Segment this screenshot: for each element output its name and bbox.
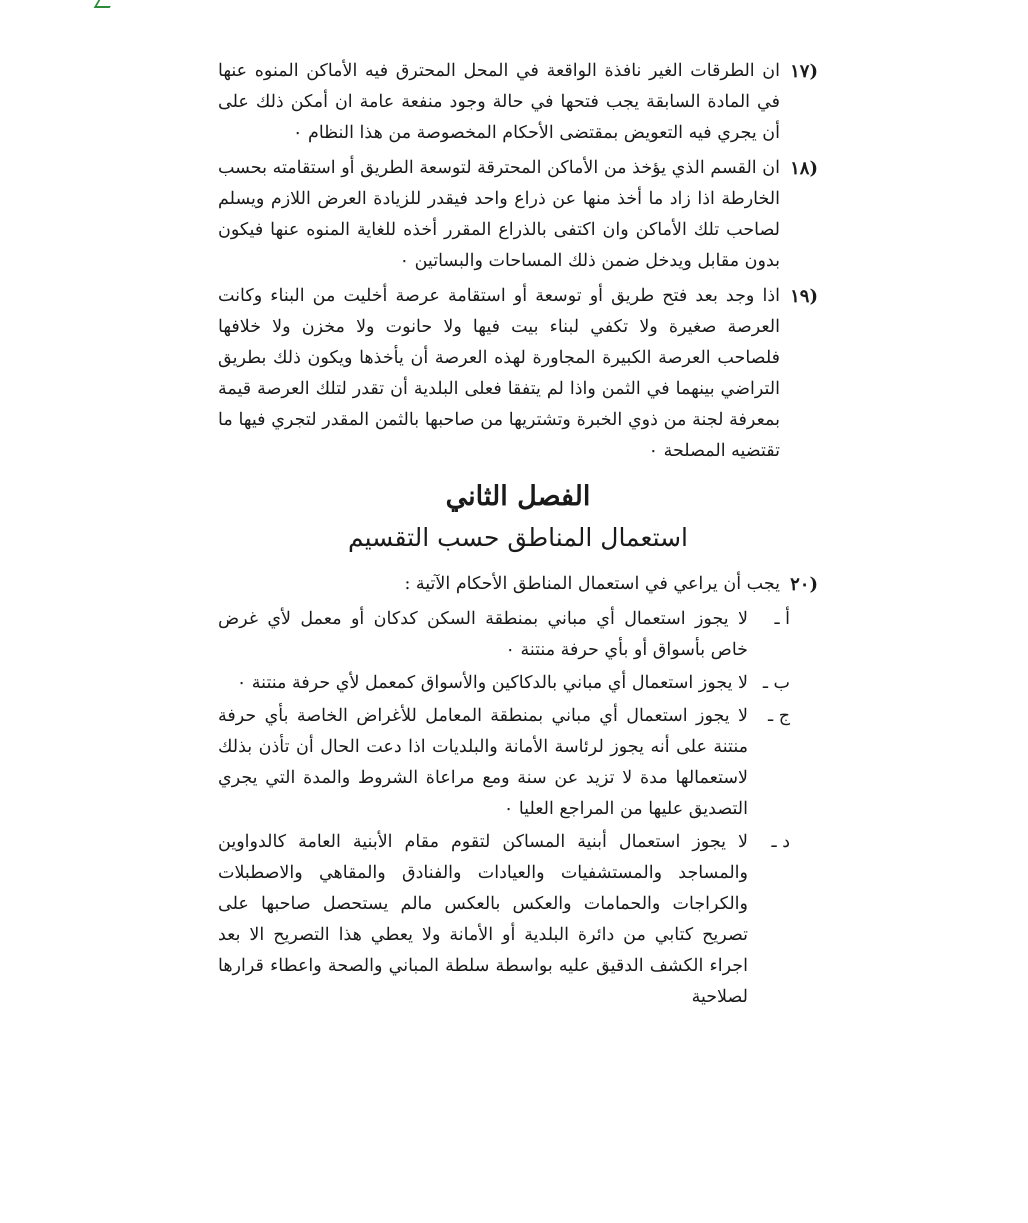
item-letter: د ـ xyxy=(771,832,790,852)
article-number: (١٧ xyxy=(790,61,818,82)
item-text: لا يجوز استعمال أي مباني بالدكاكين والأسواق كمعمل لأي حرفة منتنة ٠ xyxy=(236,673,748,693)
article-19 xyxy=(218,281,818,467)
item-text: لا يجوز استعمال أي مباني بمنطقة السكن كدكان أو معمل لأي غرض خاص بأسواق أو بأي حرفة منتنة ٠ xyxy=(218,609,748,660)
article-number: (١٩ xyxy=(790,286,818,307)
list-item xyxy=(218,827,790,1013)
corner-mark xyxy=(94,0,115,8)
item-text: لا يجوز استعمال أي مباني بمنطقة المعامل للأغراض الخاصة بأي حرفة منتنة على أنه يجوز لرئاسة الأمانة والبلديات اذا دعت الحال أن تأذن بذلك لاستعمالها مدة لا تزيد عن سنة ومع مراعاة الشروط والمدة التي يجري التصديق عليها من المراجع العليا ٠ xyxy=(218,706,748,819)
article-20 xyxy=(218,569,818,600)
article-text: ان الطرقات الغير نافذة الواقعة في المحل المحترق فيه الأماكن المنوه عنها في المادة السابقة يجب فتحها في حالة وجود منفعة عامة ان أمكن ذلك على أن يجري فيه التعويض بمقتضى الأحكام المخصوصة من هذا النظام ٠ xyxy=(218,61,780,143)
item-text: لا يجوز استعمال أبنية المساكن لتقوم مقام الأبنية العامة كالدواوين والمساجد والمستشفيات والعيادات والفنادق والمقاهي والاصطبلات والكراجات والحمامات والعكس بالعكس مالم يستحصل صاحبها على تصريح كتابي من دائرة البلدية أو الأمانة ولا يعطي هذا التصريح الا بعد اجراء الكشف الدقيق عليه بواسطة سلطة المباني والصحة واعطاء قرارها لصلاحية xyxy=(218,832,748,1007)
article-number: (١٨ xyxy=(790,158,818,179)
article-intro: يجب أن يراعي في استعمال المناطق الأحكام الآتية : xyxy=(404,574,780,594)
article-20-items xyxy=(218,604,790,1013)
item-letter: أ ـ xyxy=(774,609,790,629)
item-letter: ب ـ xyxy=(762,673,790,693)
document-page xyxy=(218,56,818,1015)
list-item xyxy=(218,668,790,699)
list-item xyxy=(218,701,790,825)
article-text: اذا وجد بعد فتح طريق أو توسعة أو استقامة عرصة أخليت من البناء وكانت العرصة صغيرة ولا تكفي لبناء بيت فيها ولا حانوت ولا مخزن ولا خلافها فلصاحب العرصة الكبيرة المجاورة لهذه العرصة أن يأخذها ويكون ذلك بطريق التراضي بينهما في الثمن واذا لم يتفقا فعلى البلدية أن تقدر لتلك العرصة قيمة بمعرفة لجنة من ذوي الخبرة وتشتريها من صاحبها بالثمن المقدر لتجري فيها ما تقتضيه المصلحة ٠ xyxy=(218,286,780,461)
list-item xyxy=(218,604,790,666)
article-17 xyxy=(218,56,818,149)
article-18 xyxy=(218,153,818,277)
article-text: ان القسم الذي يؤخذ من الأماكن المحترقة لتوسعة الطريق أو استقامته بحسب الخارطة اذا زاد ما أخذ منها عن ذراع واحد فيقدر للزيادة العرض اللازم ويسلم لصاحب تلك الأماكن وان اكتفى بالذراع المقرر أخذه للغاية المنوه عنها فيكون بدون مقابل ويدخل ضمن ذلك المساحات والبساتين ٠ xyxy=(218,158,780,271)
chapter-title: الفصل الثاني xyxy=(445,481,591,512)
article-number: (٢٠ xyxy=(790,574,818,595)
chapter-subtitle: استعمال المناطق حسب التقسيم xyxy=(347,523,689,552)
item-letter: ج ـ xyxy=(768,706,790,726)
